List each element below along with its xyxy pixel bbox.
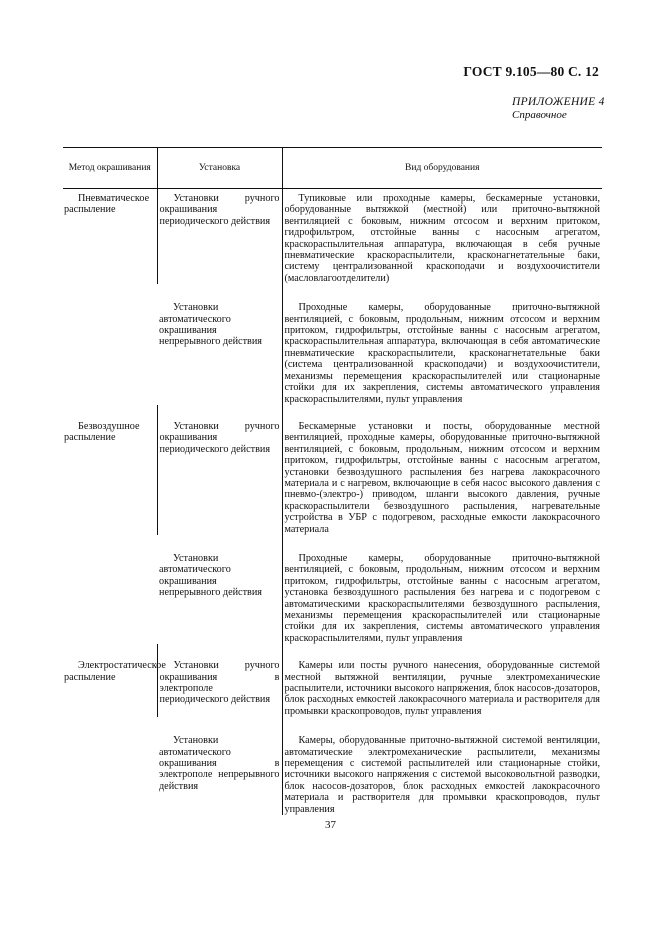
table-row-spacer	[63, 644, 602, 656]
installation-cell: Установки автоматического окрашивания непрерывного действия	[159, 552, 262, 599]
table-row	[63, 189, 602, 285]
page-number: 37	[325, 819, 336, 831]
installation-cell: Установки ручного окрашивания в электрополе периодического действия	[159, 660, 280, 706]
table-row-spacer	[63, 405, 602, 417]
table-row	[63, 656, 602, 717]
installation-cell: Установки автоматического окрашивания непрерывного действия	[159, 302, 262, 348]
equipment-cell: Бескамерные установки и посты, оборудованные местной вентиляцией, проходные камеры, оборудованные приточно-вытяжной вентиляцией, с боковым, продольным, нижним отсосом и верхним притоком, гидрофильтры, отстойные ванны с насосным агрегатом, установки безвоздушного распыления без нагрева лакокрасочного материала и с нагревом, включающие в себя насос высокого давления с пневмо-(электро-) приводом, шланги высокого давления, ручные краскораспылители безвоздушного распыления, нагревательные устройства в УБР с подогревом, расходные емкости лакокрасочного материала	[284, 420, 600, 535]
equipment-cell: Проходные камеры, оборудованные приточно-вытяжной вентиляцией, с боковым, продольным, нижним отсосом и верхним притоком, гидрофильтры, отстойные ванны с насосным агрегатом, установка безвоздушного распыления без нагрева и с подогревом с автоматическими краскораспылителями безвоздушного распыления, механизмы перемещения краскораспылителей или стационарные стойки для их закрепления, системы автоматического управления краскораспылителями, пульт управления	[284, 552, 600, 644]
equipment-cell: Проходные камеры, оборудованные приточно-вытяжной вентиляцией, с боковым, продольным, нижним отсосом и верхним притоком, гидрофильтры, отстойные ванны с насосным агрегатом, краскораспылительная аппаратура, включающая в себя автоматические пневматические краскораспылители, красконагнетательные баки (система централизованной краскоподачи) и воздухоочистители, механизмы перемещения краскораспылителей или стационарные стойки для их закрепления, системы автоматического управления краскораспылителями, пульт управления	[284, 302, 600, 405]
method-cell: Безвоздушное распыление	[64, 420, 140, 444]
installation-cell: Установки ручного окрашивания периодического действия	[159, 193, 280, 227]
column-header-installation: Установка	[157, 148, 282, 189]
column-header-method: Метод окрашивания	[63, 148, 157, 189]
equipment-cell: Камеры, оборудованные приточно-вытяжной системой вентиляции, автоматические электромеханические распылители, механизмы перемещения с системой распылителей или стационарные стойки, источники высокого напряжения с системой высоковольтной разводки, блок насосов-дозаторов, блок расходных емкостей лакокрасочного материала и растворителя для промывки краскопроводов, пульт управления	[284, 735, 600, 815]
appendix-heading	[512, 96, 622, 122]
column-header-equipment: Вид оборудования	[282, 148, 602, 189]
standard-code: ГОСТ 9.105—80 С. 12	[463, 64, 599, 79]
table-header-row	[63, 148, 602, 189]
table-row	[63, 417, 602, 535]
installation-cell: Установки автоматического окрашивания в электрополе непрерывного действия	[159, 735, 280, 792]
method-cell: Электростатическое распыление	[64, 660, 166, 683]
appendix-title: ПРИЛОЖЕНИЕ 4	[512, 96, 605, 108]
equipment-table	[63, 147, 602, 815]
method-cell: Пневматическое распыление	[64, 193, 150, 216]
equipment-cell: Камеры или посты ручного нанесения, оборудованные системой местной вытяжной вентиляции, ручные электромеханические распылители, источники высокого напряжения, блок насосов-дозаторов, блок расходных емкостей лакокрасочного материала и растворителя для промывки краскопроводов, пульт управления	[284, 660, 600, 717]
appendix-type: Справочное	[512, 109, 567, 121]
equipment-cell: Тупиковые или проходные камеры, бескамерные установки, оборудованные вытяжкой (местной) или приточно-вытяжной вентиляцией с боковым, нижним отсосом и верхним притоком, гидрофильтром, отстойные ванны с насосным агрегатом, краскораспылительная аппаратура, включающая в себя ручные пневматические краскораспылители, красконагнетательные баки, систему централизованной краскоподачи и воздухоочистители (масловлагоотделители)	[284, 193, 600, 284]
installation-cell: Установки ручного окрашивания периодического действия	[159, 420, 280, 455]
running-header	[463, 64, 599, 80]
